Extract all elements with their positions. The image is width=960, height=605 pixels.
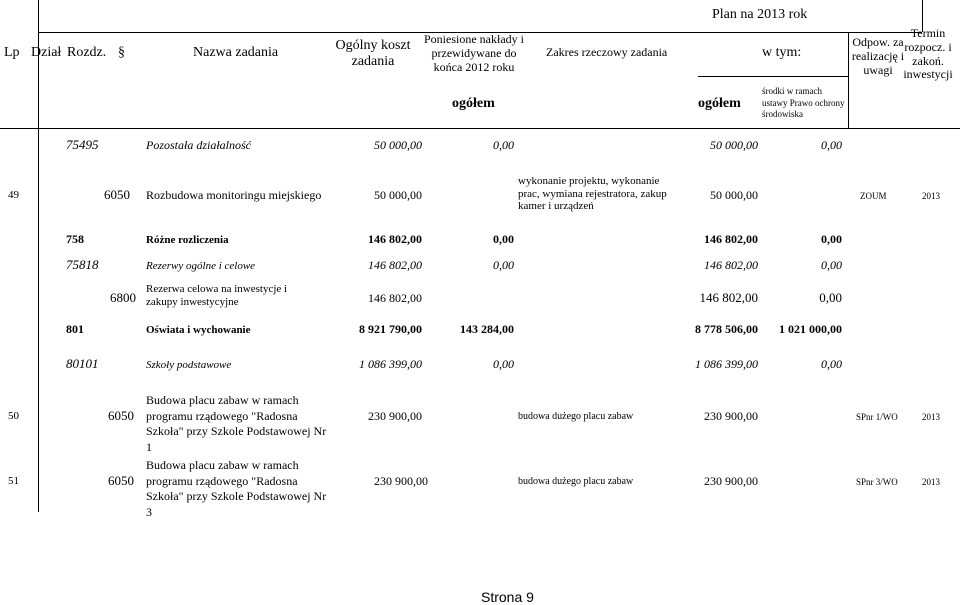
task-name: Budowa placu zabaw w ramach programu rządowego "Radosna Szkoła" przy Szkole Podstawowej Nr 3 <box>146 458 327 519</box>
header-w-tym: w tym: <box>762 45 802 60</box>
header-srodki: środki w ramach ustawy Prawo ochrony środowiska <box>762 86 845 120</box>
header-dzial: Dział <box>31 45 62 60</box>
plan-value: 143 284,00 <box>460 322 514 336</box>
section-code: 75495 <box>66 137 99 152</box>
poniesione-value: 50 000,00 <box>374 188 422 202</box>
plan-total-value: 146 802,00 <box>699 290 758 305</box>
poniesione-value: 146 802,00 <box>368 232 422 246</box>
poniesione-value: 230 900,00 <box>374 474 428 488</box>
plan-value: 0,00 <box>493 232 514 246</box>
plan-total-value: 50 000,00 <box>710 188 758 202</box>
section-name: Oświata i wychowanie <box>146 324 251 336</box>
poniesione-value: 146 802,00 <box>368 291 422 305</box>
header-rozdz: Rozdz. <box>67 45 107 60</box>
section-code: 758 <box>66 232 84 246</box>
zakres-text: wykonanie projektu, wykonanie prac, wymiana rejestratora, zakup kamer i urządzeń <box>518 175 667 213</box>
section-name: Różne rozliczenia <box>146 234 229 246</box>
page-number: Strona 9 <box>481 589 534 605</box>
grid-line <box>38 0 39 32</box>
header-ogolem-2: ogółem <box>698 96 741 111</box>
section-name: Szkoły podstawowe <box>146 359 232 371</box>
header-nazwa-zadania: Nazwa zadania <box>193 45 279 60</box>
grid-line <box>0 128 960 129</box>
row-paragraph: 6800 <box>110 290 136 305</box>
plan-total-value: 50 000,00 <box>710 138 758 152</box>
odpow-value: SPnr 1/WO <box>856 412 898 422</box>
row-lp: 49 <box>8 189 19 201</box>
plan-total-value: 230 900,00 <box>704 409 758 423</box>
grid-line <box>698 76 848 77</box>
poniesione-value: 8 921 790,00 <box>359 322 422 336</box>
row-paragraph: 6050 <box>104 187 130 202</box>
row-paragraph: 6050 <box>108 408 134 423</box>
header-poniesione: Poniesione nakłady i przewidywane do końca 2012 roku <box>424 32 524 74</box>
row-lp: 50 <box>8 410 19 422</box>
plan-value: 0,00 <box>493 258 514 272</box>
header-zakres: Zakres rzeczowy zadania <box>546 45 668 59</box>
header-termin: Termin rozpocz. i zakoń. inwestycji <box>903 26 953 82</box>
section-code: 801 <box>66 322 84 336</box>
task-name: Budowa placu zabaw w ramach programu rządowego "Radosna Szkoła" przy Szkole Podstawowej Nr 1 <box>146 393 327 454</box>
srodki-value: 1 021 000,00 <box>779 322 842 336</box>
srodki-value: 0,00 <box>821 232 842 246</box>
plan-value: 0,00 <box>493 357 514 371</box>
plan-total-value: 230 900,00 <box>704 474 758 488</box>
section-code: 80101 <box>66 356 99 371</box>
row-lp: 51 <box>8 475 19 487</box>
header-odpow: Odpow. za realizację i uwagi <box>851 35 905 77</box>
zakres-text: budowa dużego placu zabaw <box>518 476 634 487</box>
header-lp: Lp <box>4 45 20 60</box>
odpow-value: SPnr 3/WO <box>856 477 898 487</box>
poniesione-value: 1 086 399,00 <box>359 357 422 371</box>
section-code: 75818 <box>66 257 99 272</box>
srodki-value: 0,00 <box>819 290 842 305</box>
plan-total-value: 1 086 399,00 <box>695 357 758 371</box>
srodki-value: 0,00 <box>821 138 842 152</box>
section-name: Pozostała działalność <box>146 138 252 152</box>
termin-value: 2013 <box>922 477 940 487</box>
plan-total-value: 146 802,00 <box>704 232 758 246</box>
row-paragraph: 6050 <box>108 473 134 488</box>
odpow-value: ZOUM <box>860 191 887 201</box>
task-name: Rezerwa celowa na inwestycje i zakupy inwestycyjne <box>146 283 288 308</box>
plan-total-value: 146 802,00 <box>704 258 758 272</box>
srodki-value: 0,00 <box>821 357 842 371</box>
section-name: Rezerwy ogólne i celowe <box>146 260 256 272</box>
termin-value: 2013 <box>922 412 940 422</box>
header-paragraph: § <box>118 45 125 60</box>
zakres-text: budowa dużego placu zabaw <box>518 411 634 422</box>
plan-total-value: 8 778 506,00 <box>695 322 758 336</box>
poniesione-value: 230 900,00 <box>368 409 422 423</box>
plan-value: 0,00 <box>493 138 514 152</box>
task-name: Rozbudowa monitoringu miejskiego <box>146 188 322 202</box>
grid-line <box>38 32 39 512</box>
header-ogolem-1: ogółem <box>452 96 495 111</box>
poniesione-value: 146 802,00 <box>368 258 422 272</box>
termin-value: 2013 <box>922 191 940 201</box>
poniesione-value: 50 000,00 <box>374 138 422 152</box>
srodki-value: 0,00 <box>821 258 842 272</box>
header-ogolny-koszt: Ogólny koszt zadania <box>335 38 411 70</box>
header-plan-title: Plan na 2013 rok <box>712 7 808 22</box>
